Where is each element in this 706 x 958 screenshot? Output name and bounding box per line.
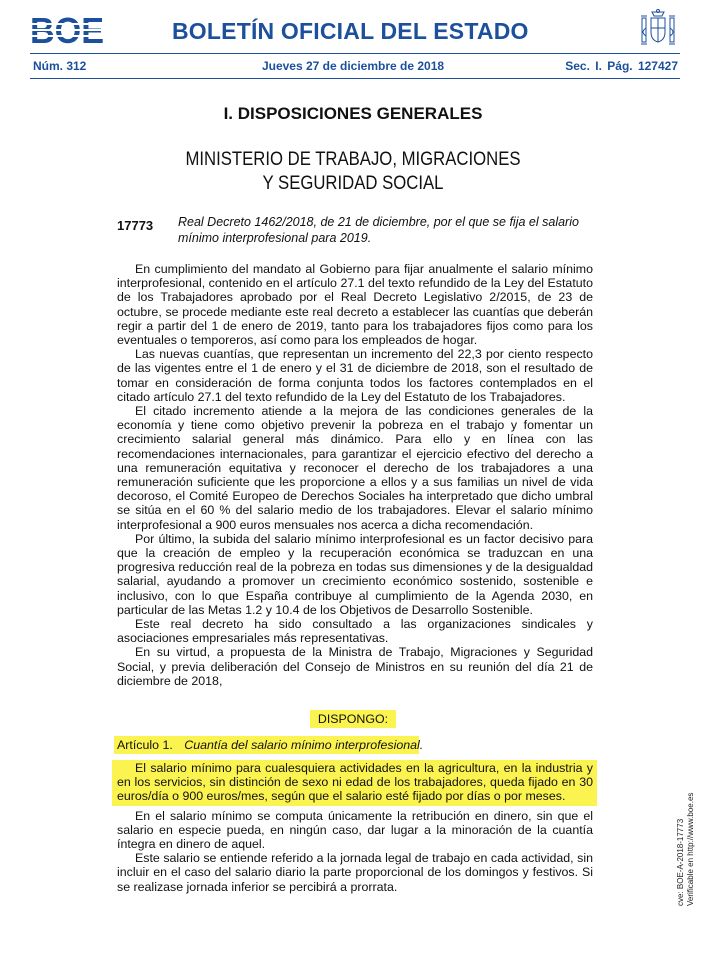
paragraph: En cumplimiento del mandato al Gobierno para fijar anualmente el salario mínimo interprofesional, contenido en el artículo 27.1 del texto refundido de la Ley del Estatuto de los Trabajadores aprobado por el Real Decreto Legislativo 2/2015, de 23 de octubre, se procede mediante este real decreto a establecer las cuantías que deberán regir a partir del 1 de enero de 2019, tanto para los trabajadores fijos como para los eventuales o temporeros, así como para los empleados de hogar. bbox=[117, 262, 593, 348]
ministry-heading bbox=[42, 148, 663, 196]
ministry-line-2: Y SEGURIDAD SOCIAL bbox=[262, 173, 444, 194]
dispongo-heading: DISPONGO: bbox=[310, 710, 396, 728]
paragraph: El citado incremento atiende a la mejora de las condiciones generales de la economía y tiene como objetivo prevenir la pobreza en el trabajo y fomentar un crecimiento salarial general más dinámico. Para ello y en línea con las recomendaciones internacionales, para garantizar el ejercicio efectivo del derecho a una remuneración equitativa y reconocer el derecho de los trabajadores a una remuneración suficiente que les proporcione a ellos y a sus familias un nivel de vida decoroso, el Comité Europeo de Derechos Sociales ha interpretado que dicho umbral se sitúa en el 60 % del salario medio de los trabajadores. Elevar el salario mínimo interprofesional a 900 euros mensuales nos acerca a dicha recomendación. bbox=[117, 404, 593, 532]
verification-note bbox=[676, 793, 696, 906]
masthead-title: BOLETÍN OFICIAL DEL ESTADO bbox=[172, 18, 529, 44]
verification-url: Verificable en http://www.boe.es bbox=[686, 792, 695, 906]
paragraph: Este salario se entiende referido a la jornada legal de trabajo en cada actividad, sin incluir en el caso del salario diario la parte proporcional de los domingos y festivos. Si se realizase jornada inferior se percibirá a prorrata. bbox=[117, 851, 593, 894]
paragraph: Este real decreto ha sido consultado a las organizaciones sindicales y asociaciones empresariales más representativas. bbox=[117, 617, 593, 646]
header-divider-top bbox=[30, 53, 680, 54]
spanish-coat-of-arms-icon bbox=[638, 8, 678, 50]
preamble bbox=[117, 262, 593, 688]
paragraph: En su virtud, a propuesta de la Ministra de Trabajo, Migraciones y Seguridad Social, y previa deliberación del Consejo de Ministros en su reunión del día 21 de diciembre de 2018, bbox=[117, 645, 593, 688]
paragraph: Por último, la subida del salario mínimo interprofesional es un factor decisivo para que la creación de empleo y la recuperación económica se traduzcan en una progresiva reducción real de la pobreza en todas sus dimensiones y de la desigualdad salarial, ayudando a promover un crecimiento económico sostenido, sostenible e inclusivo, con lo que España contribuye al cumplimiento de la Agenda 2030, en particular de las Metas 1.2 y 10.4 de los Objetivos de Desarrollo Sostenible. bbox=[117, 531, 593, 617]
article-label: Artículo 1. bbox=[117, 738, 173, 752]
boe-logo bbox=[30, 14, 104, 46]
header-divider-bottom bbox=[30, 78, 680, 79]
dispongo-wrapper bbox=[0, 710, 706, 728]
article-heading bbox=[114, 736, 424, 754]
paragraph: En el salario mínimo se computa únicamente la retribución en dinero, sin que el salario en especie pueda, en ningún caso, dar lugar a la minoración de la cuantía íntegra en dinero de aquel. bbox=[117, 808, 593, 852]
highlighted-paragraph: El salario mínimo para cualesquiera actividades en la agricultura, en la industria y en los servicios, sin distinción de sexo ni edad de los trabajadores, queda fijado en 30 euros/día o 900 euros/mes, según que el salario esté fijado por días o por meses. bbox=[112, 760, 597, 806]
cve-code: cve: BOE-A-2018-17773 bbox=[676, 818, 685, 906]
document-title: Real Decreto 1462/2018, de 21 de diciembre, por el que se fija el salario mínimo interprofesional para 2019. bbox=[178, 215, 579, 245]
issue-number: Núm. 312 bbox=[33, 59, 87, 73]
section-title: I. DISPOSICIONES GENERALES bbox=[223, 104, 483, 123]
issue-date: Jueves 27 de diciembre de 2018 bbox=[261, 59, 445, 73]
ministry-line-1: MINISTERIO DE TRABAJO, MIGRACIONES bbox=[185, 149, 521, 170]
paragraph: Las nuevas cuantías, que representan un incremento del 22,3 por ciento respecto de las vigentes entre el 1 de enero y el 31 de diciembre de 2018, son el resultado de tomar en consideración de forma conjunta todos los factores contemplados en el citado artículo 27.1 del texto refundido de la Ley del Estatuto de los Trabajadores. bbox=[117, 347, 593, 404]
document-number: 17773 bbox=[117, 218, 154, 233]
article-body bbox=[117, 760, 593, 894]
article-title: Cuantía del salario mínimo interprofesional. bbox=[184, 738, 424, 752]
section-page: Sec. I. Pág. 127427 bbox=[565, 59, 678, 73]
